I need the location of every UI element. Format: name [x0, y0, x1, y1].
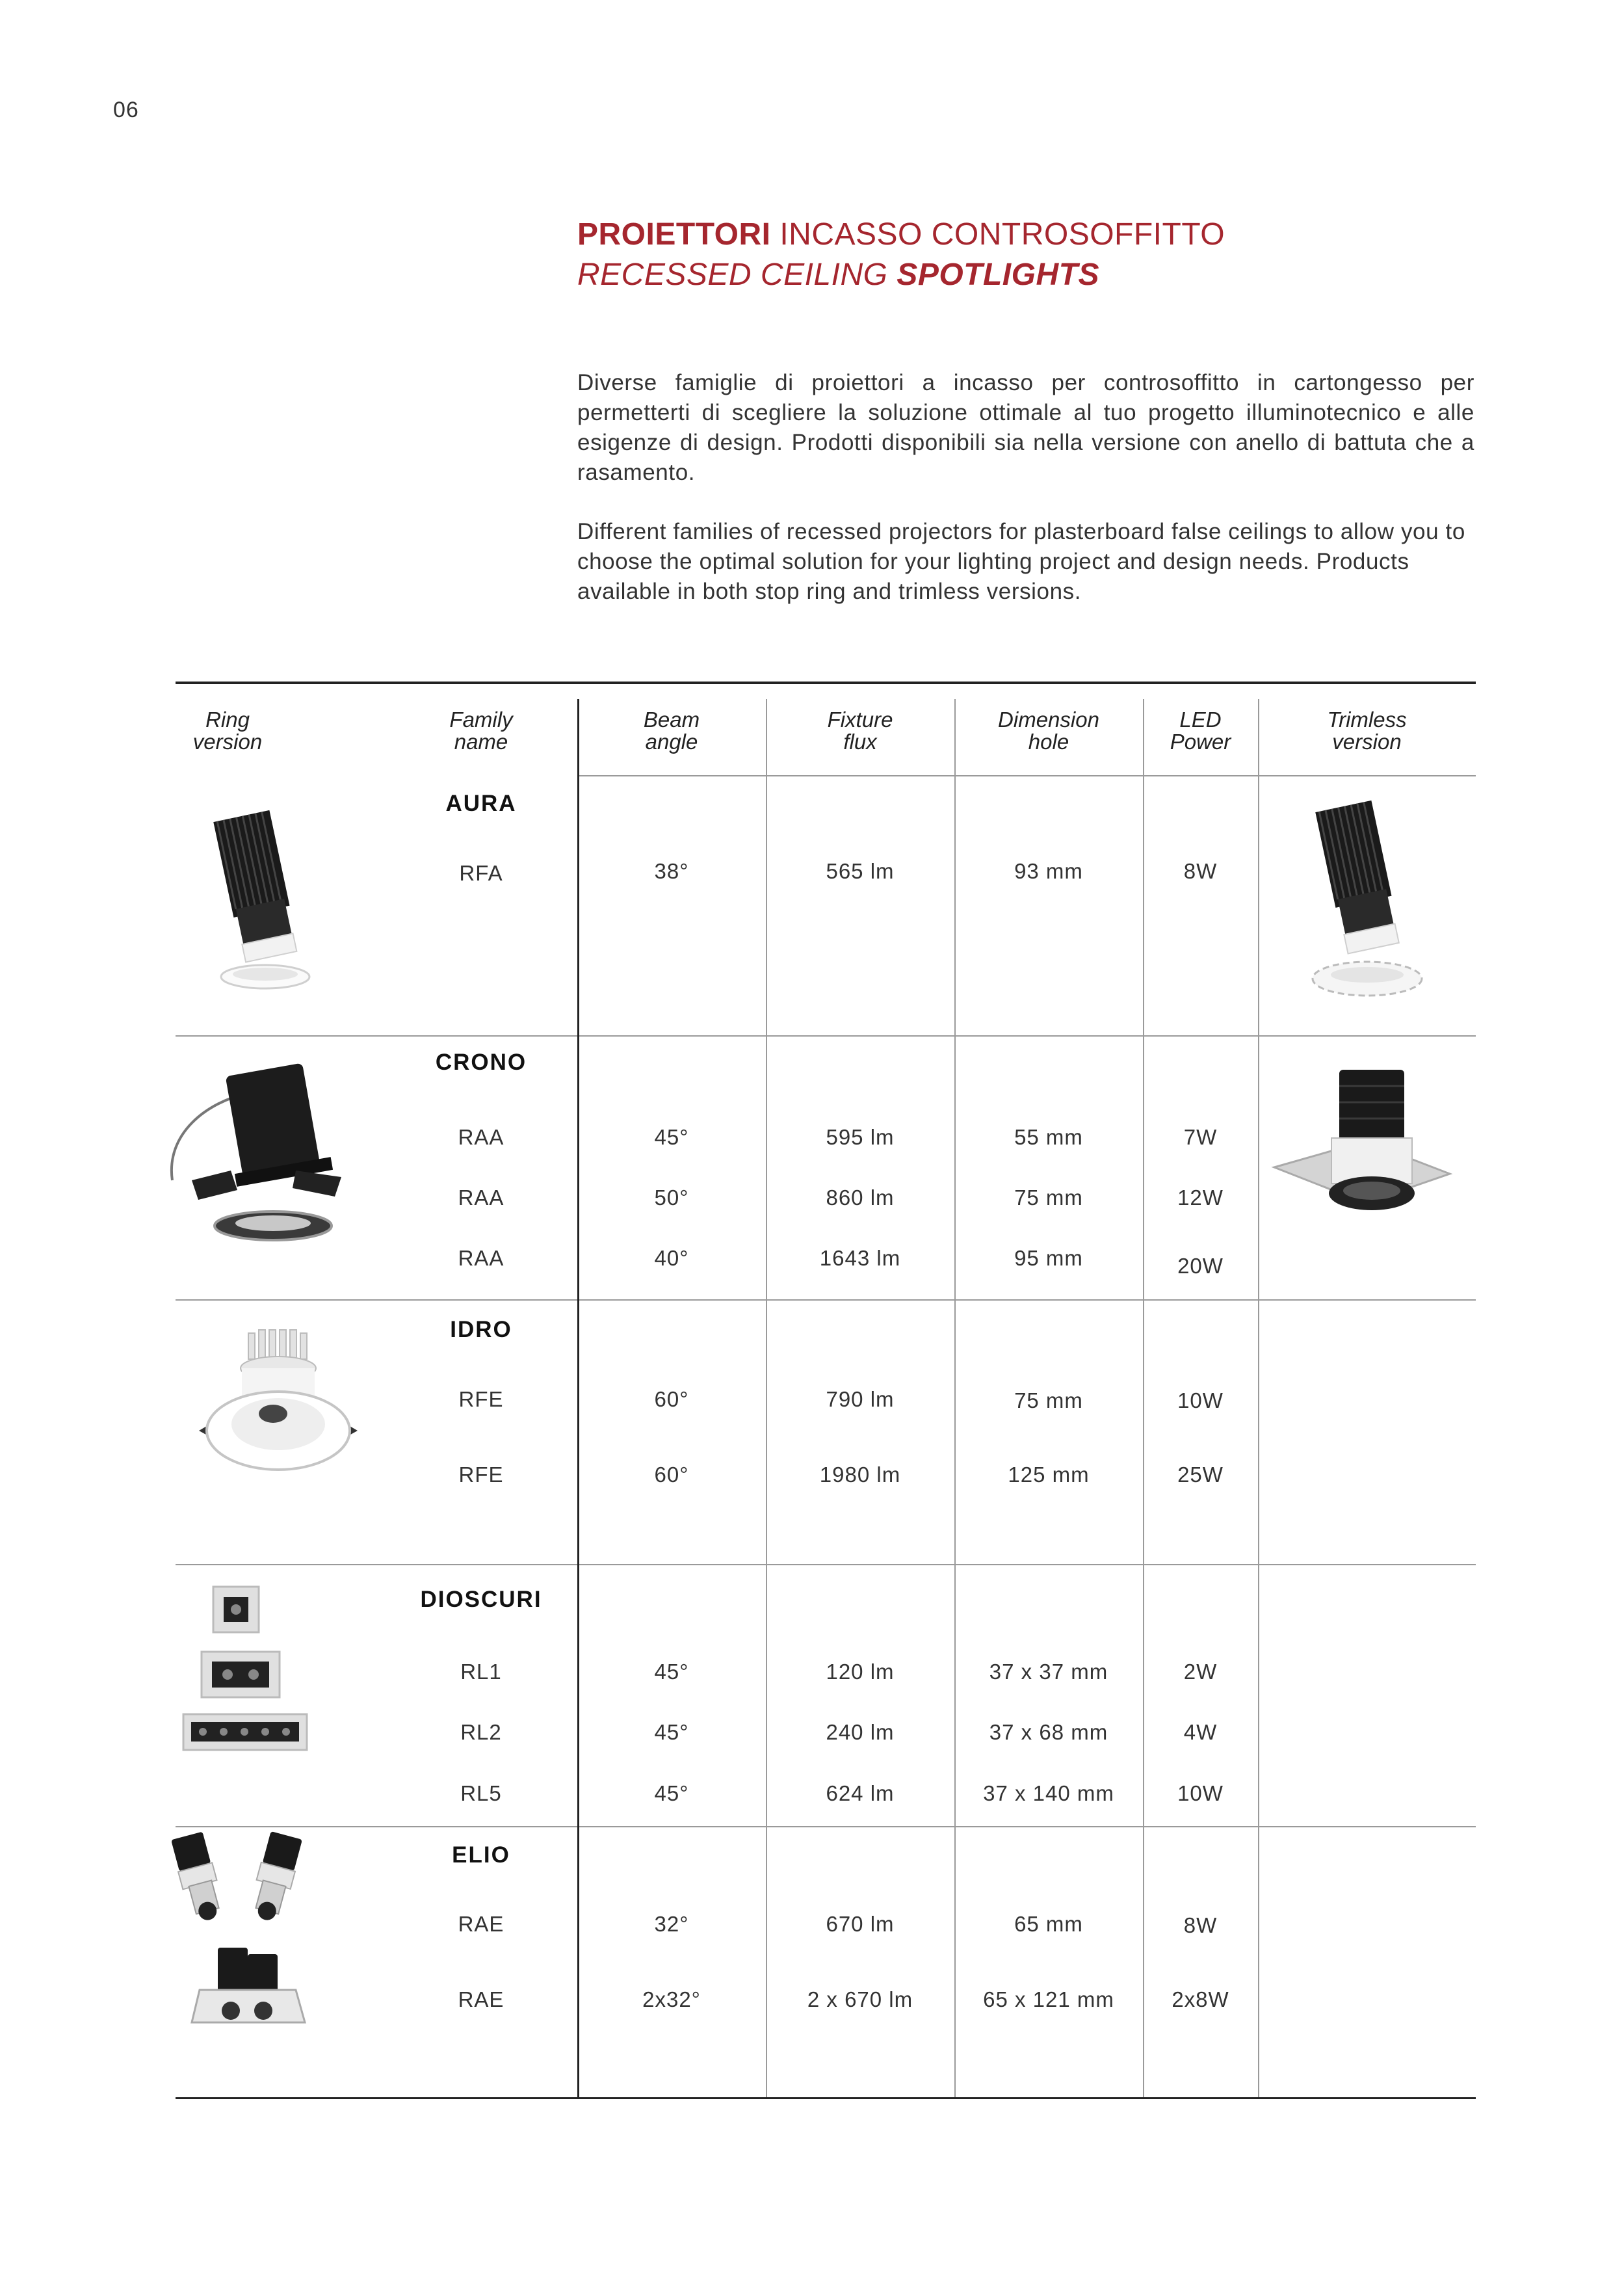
title-line2-rest: RECESSED CEILING: [577, 258, 897, 292]
cell-power: 2x8W: [1172, 1987, 1229, 2011]
cell-code: RL5: [460, 1781, 502, 1805]
cell-beam: 45°: [654, 1660, 689, 1684]
intro-english: Different families of recessed projectors for plasterboard false ceilings to allow you to choose the optimal solution for your lighting project and design needs. Products available in both stop ring and trimless versions.: [577, 519, 1465, 604]
cell-power: 7W: [1183, 1125, 1218, 1149]
cell-beam: 40°: [654, 1246, 689, 1270]
cell-flux: 240 lm: [826, 1720, 895, 1744]
cell-hole: 125 mm: [1008, 1463, 1090, 1487]
cell-power: 25W: [1177, 1463, 1224, 1487]
cell-code: RAA: [458, 1185, 504, 1210]
cell-beam: 38°: [654, 859, 689, 883]
cell-beam: 2x32°: [642, 1987, 701, 2011]
cell-hole: 75 mm: [1014, 1388, 1083, 1412]
header-dimension-hole: Dimension hole: [998, 708, 1099, 754]
cell-power: 20W: [1177, 1254, 1224, 1278]
cell-hole: 37 x 68 mm: [989, 1720, 1108, 1744]
family-name-elio: ELIO: [452, 1842, 510, 1868]
cell-code: RAA: [458, 1125, 504, 1149]
header-led-power: LED Power: [1170, 708, 1231, 754]
dioscuri-ring-product-image: [182, 1580, 332, 1756]
crono-ring-product-image: [159, 1044, 367, 1258]
cell-power: 2W: [1183, 1660, 1218, 1684]
table-top-rule: [176, 682, 1476, 684]
cell-hole: 75 mm: [1014, 1185, 1083, 1210]
cell-hole: 37 x 37 mm: [989, 1660, 1108, 1684]
cell-flux: 595 lm: [826, 1125, 895, 1149]
cell-hole: 65 x 121 mm: [983, 1987, 1114, 2011]
cell-code: RFA: [459, 861, 503, 885]
elio-ring-product-image: [166, 1827, 328, 2042]
family-name-aura: AURA: [445, 791, 517, 816]
cell-flux: 624 lm: [826, 1781, 895, 1805]
intro-italian: Diverse famiglie di proiettori a incasso per controsoffitto in cartongesso per permetterti di scegliere la soluzione ottimale al tuo progetto illuminotecnico e alle esigenze di design. Prodotti disponibili sia nella versione con anello di battuta che a rasamento.: [577, 370, 1474, 485]
cell-code: RAE: [458, 1987, 504, 2011]
cell-flux: 670 lm: [826, 1912, 895, 1936]
column-border-power: [1258, 699, 1259, 2097]
aura-ring-product-image: [189, 806, 332, 1001]
cell-power: 10W: [1177, 1781, 1224, 1805]
row-divider-idro: [176, 1564, 1476, 1565]
table-bottom-rule: [176, 2097, 1476, 2099]
cell-code: RAE: [458, 1912, 504, 1936]
header-ring-version: Ring version: [192, 708, 263, 754]
cell-hole: 95 mm: [1014, 1246, 1083, 1270]
cell-code: RFE: [458, 1463, 504, 1487]
cell-flux: 1980 lm: [819, 1463, 901, 1487]
header-trimless-version: Trimless version: [1327, 708, 1407, 754]
cell-power: 8W: [1183, 859, 1218, 883]
header-fixture-flux: Fixture flux: [827, 708, 893, 754]
cell-flux: 790 lm: [826, 1387, 895, 1411]
cell-hole: 55 mm: [1014, 1125, 1083, 1149]
cell-beam: 60°: [654, 1463, 689, 1487]
title-line1-rest: INCASSO CONTROSOFFITTO: [770, 217, 1225, 252]
page-number: 06: [113, 98, 139, 122]
cell-code: RL1: [460, 1660, 502, 1684]
cell-hole: 93 mm: [1014, 859, 1083, 883]
cell-beam: 32°: [654, 1912, 689, 1936]
cell-code: RFE: [458, 1387, 504, 1411]
cell-flux: 565 lm: [826, 859, 895, 883]
row-divider-aura: [176, 1035, 1476, 1037]
header-beam-angle: Beam angle: [643, 708, 700, 754]
cell-flux: 1643 lm: [819, 1246, 901, 1270]
idro-ring-product-image: [189, 1327, 364, 1483]
header-family-name: Family name: [449, 708, 513, 754]
family-name-crono: CRONO: [435, 1050, 527, 1075]
header-divider: [577, 775, 1476, 776]
cell-hole: 37 x 140 mm: [983, 1781, 1114, 1805]
row-divider-dioscuri: [176, 1826, 1476, 1827]
cell-code: RAA: [458, 1246, 504, 1270]
row-divider-crono: [176, 1299, 1476, 1301]
cell-flux: 860 lm: [826, 1185, 895, 1210]
cell-hole: 65 mm: [1014, 1912, 1083, 1936]
title-line1-bold: PROIETTORI: [577, 217, 771, 252]
cell-beam: 60°: [654, 1387, 689, 1411]
cell-beam: 50°: [654, 1185, 689, 1210]
page-title: [577, 215, 1225, 295]
title-line2-bold: SPOTLIGHTS: [897, 258, 1099, 292]
cell-beam: 45°: [654, 1781, 689, 1805]
cell-power: 4W: [1183, 1720, 1218, 1744]
cell-power: 8W: [1183, 1913, 1218, 1937]
aura-trimless-product-image: [1290, 797, 1434, 1011]
cell-flux: 120 lm: [826, 1660, 895, 1684]
crono-trimless-product-image: [1268, 1063, 1456, 1252]
family-name-dioscuri: DIOSCURI: [420, 1587, 542, 1612]
cell-power: 10W: [1177, 1388, 1224, 1412]
cell-power: 12W: [1177, 1185, 1224, 1210]
cell-code: RL2: [460, 1720, 502, 1744]
family-name-idro: IDRO: [450, 1317, 512, 1342]
cell-beam: 45°: [654, 1125, 689, 1149]
cell-beam: 45°: [654, 1720, 689, 1744]
cell-flux: 2 x 670 lm: [807, 1987, 913, 2011]
